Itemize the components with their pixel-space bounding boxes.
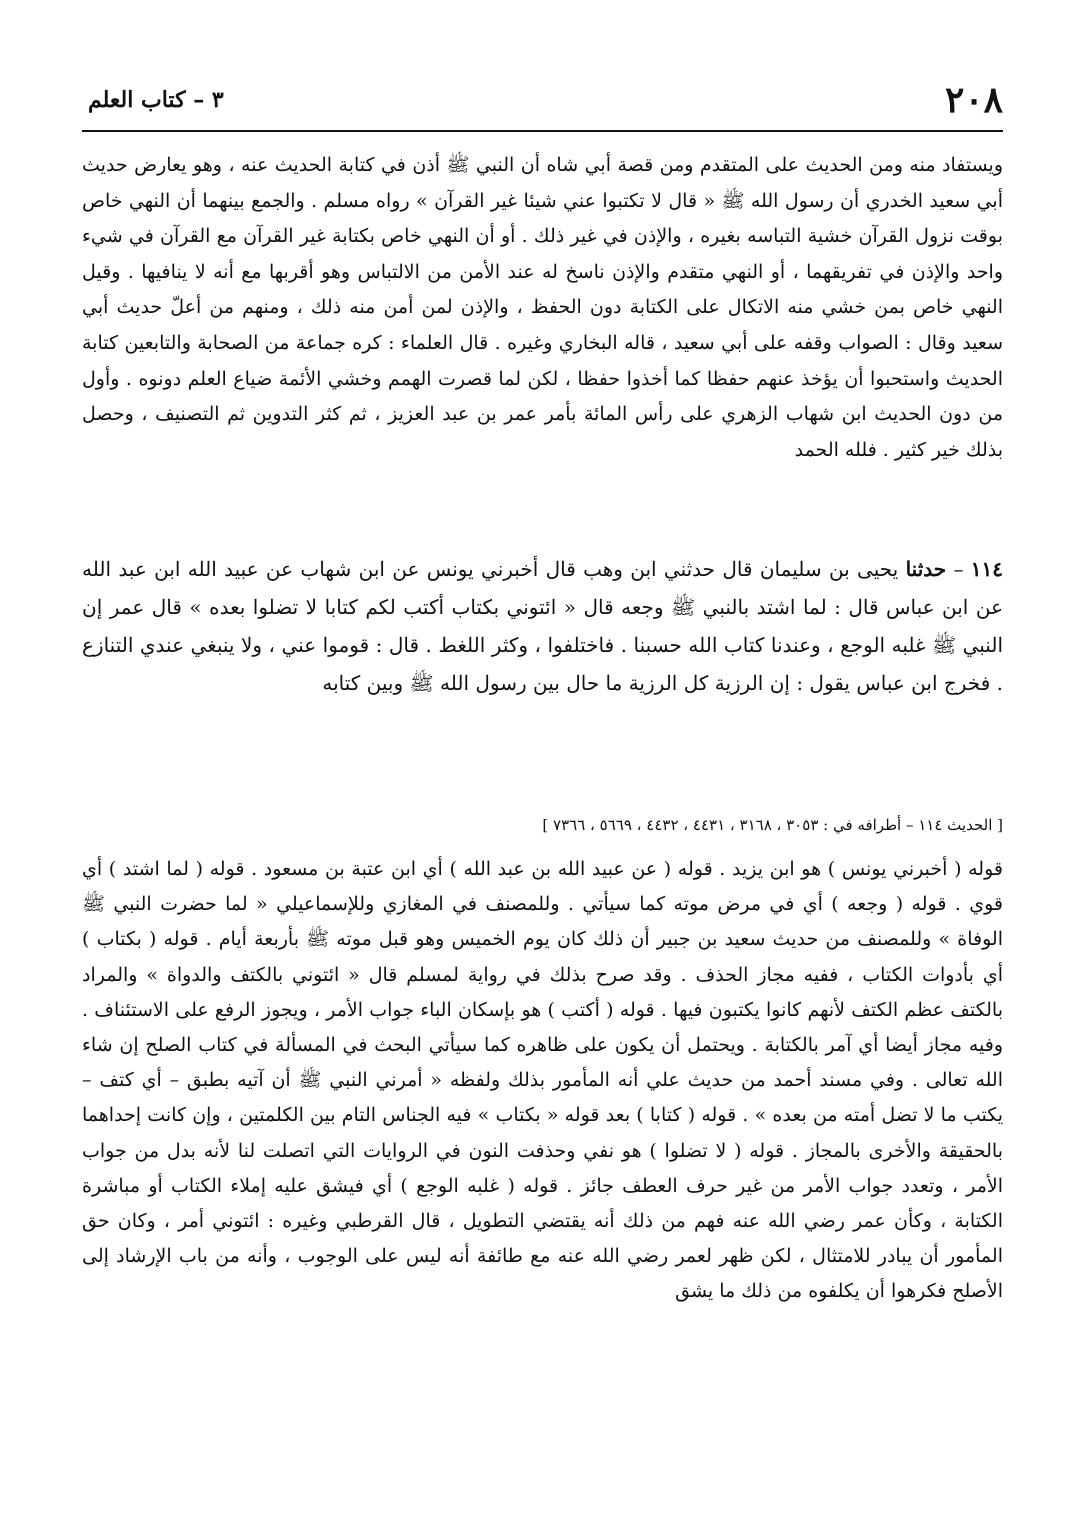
hadith-text: يحيى بن سليمان قال حدثني ابن وهب قال أخبرني يونس عن ابن شهاب عن عبيد الله ابن عبد الله عن ابن عباس قال : لما اشتد بالنبي ﷺ وجعه قال « ائتوني بكتاب أكتب لكم كتابا لا تضلوا بعده » قال عمر إن النبي ﷺ غلبه الوجع ، وعندنا كتاب الله حسبنا . فاختلفوا ، وكثر اللغط . قال : قوموا عني ، ولا ينبغي عندي التنازع . فخرج ابن عباس يقول : إن الرزية كل الرزية ما حال بين رسول الله ﷺ وبين كتابه [82, 557, 1003, 695]
hadith-dash: – [946, 557, 964, 581]
page-header [88, 68, 1003, 132]
commentary-bottom [82, 852, 1003, 1310]
hadith-opening-word: حدثنا [905, 557, 947, 581]
commentary-bottom-text: قوله ( أخبرني يونس ) هو ابن يزيد . قوله ( عن عبيد الله بن عبد الله ) أي ابن عتبة بن مسعود . قوله ( لما اشتد ) أي قوي . قوله ( وجعه ) أي في مرض موته كما سيأتي . وللمصنف في المغازي وللإسماعيلي « لما حضرت النبي ﷺ الوفاة » وللمصنف من حديث سعيد بن جبير أن ذلك كان يوم الخميس وهو قبل موته ﷺ بأربعة أيام . قوله ( بكتاب ) أي بأدوات الكتاب ، ففيه مجاز الحذف . وقد صرح بذلك في رواية لمسلم قال « ائتوني بالكتف والدواة » والمراد بالكتف عظم الكتف لأنهم كانوا يكتبون فيها . قوله ( أكتب ) هو بإسكان الباء جواب الأمر ، ويجوز الرفع على الاستئناف . وفيه مجاز أيضا أي آمر بالكتابة . ويحتمل أن يكون على ظاهره كما سيأتي البحث في المسألة في كتاب الصلح إن شاء الله تعالى . وفي مسند أحمد من حديث علي أنه المأمور بذلك ولفظه « أمرني النبي ﷺ أن آتيه بطبق – أي كتف – يكتب ما لا تضل أمته من بعده » . قوله ( كتابا ) بعد قوله « بكتاب » فيه الجناس التام بين الكلمتين ، وإن كانت إحداهما بالحقيقة والأخرى بالمجاز . قوله ( لا تضلوا ) هو نفي وحذفت النون في الروايات التي اتصلت لنا لأنه بدل من جواب الأمر ، وتعدد جواب الأمر من غير حرف العطف جائز . قوله ( غلبه الوجع ) أي فيشق عليه إملاء الكتاب أو مباشرة الكتابة ، وكأن عمر رضي الله عنه فهم من ذلك أنه يقتضي التطويل ، قال القرطبي وغيره : ائتوني أمر ، وكان حق المأمور أن يبادر للامتثال ، لكن ظهر لعمر رضي الله عنه مع طائفة أنه ليس على الوجوب ، وأنه من باب الإرشاد إلى الأصلح فكرهوا أن يكلفوه من ذلك ما يشق [82, 858, 1003, 1303]
commentary-top [82, 148, 1003, 468]
running-head: ٣ – كتاب العلم [88, 87, 224, 113]
commentary-top-text: ويستفاد منه ومن الحديث على المتقدم ومن قصة أبي شاه أن النبي ﷺ أذن في كتابة الحديث عنه ، وهو يعارض حديث أبي سعيد الخدري أن رسول الله ﷺ « قال لا تكتبوا عني شيئا غير القرآن » رواه مسلم . والجمع بينهما أن النهي خاص بوقت نزول القرآن خشية التباسه بغيره ، والإذن في غير ذلك . أو أن النهي خاص بكتابة غير القرآن مع القرآن في شيء واحد والإذن في تفريقهما ، أو النهي متقدم والإذن ناسخ له عند الأمن من الالتباس وهو أقربها مع أنه لا ينافيها . وقيل النهي خاص بمن خشي منه الاتكال على الكتابة دون الحفظ ، والإذن لمن أمن منه ذلك ، ومنهم من أعلّ حديث أبي سعيد وقال : الصواب وقفه على أبي سعيد ، قاله البخاري وغيره . قال العلماء : كره جماعة من الصحابة والتابعين كتابة الحديث واستحبوا أن يؤخذ عنهم حفظا كما أخذوا حفظا ، لكن لما قصرت الهمم وخشي الأئمة ضياع العلم دونوه . وأول من دون الحديث ابن شهاب الزهري على رأس المائة بأمر عمر بن عبد العزيز ، ثم كثر التدوين ثم التصنيف ، وحصل بذلك خير كثير . فلله الحمد [82, 154, 1004, 461]
header-rule [82, 130, 1003, 132]
hadith-number: ١١٤ [970, 557, 1004, 581]
hadith-references: [ الحديث ١١٤ – أطرافه في : ٣٠٥٣ ، ٣١٦٨ ، ٤٤٣١ ، ٤٤٣٢ ، ٥٦٦٩ ، ٧٣٦٦ ] [542, 816, 1003, 834]
hadith-block [82, 550, 1003, 702]
page-number: ٢٠٨ [944, 79, 1003, 121]
hadith-paragraph [82, 550, 1003, 702]
